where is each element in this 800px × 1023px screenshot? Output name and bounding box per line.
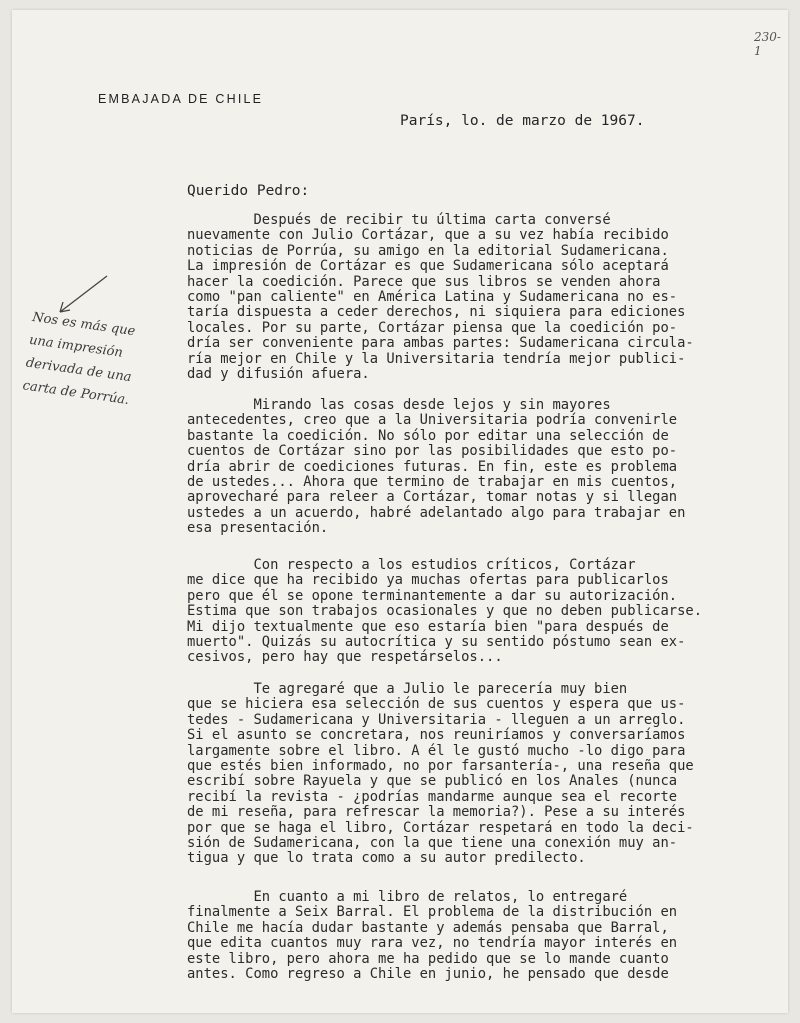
text-line: taría dispuesta a ceder derechos, ni siquiera para ediciones xyxy=(187,304,686,321)
text-line: muerto". Quizás su autocrítica y su sentido póstumo sean ex- xyxy=(187,634,686,651)
margin-note-line: carta de Porrúa. xyxy=(21,378,131,409)
text-line: aprovecharé para releer a Cortázar, tomar notas y si llegan xyxy=(187,489,678,506)
paragraph-2 xyxy=(187,398,787,537)
folio-number: 230-1 xyxy=(754,30,781,58)
text-line: que edita cuantos muy rara vez, no tendría mayor interés en xyxy=(187,935,678,952)
text-line: ustedes a un acuerdo, habré adelantado algo para trabajar en xyxy=(187,504,686,521)
text-line: dría ser conveniente para ambas partes: Sudamericana circula- xyxy=(187,335,694,352)
letter-date: París, lo. de marzo de 1967. xyxy=(400,113,645,129)
text-line: En cuanto a mi libro de relatos, lo entregaré xyxy=(187,889,628,905)
text-line: sión de Sudamericana, con la que tiene una conexión muy an- xyxy=(187,835,678,852)
text-line: ría mejor en Chile y la Universitaria tendría mejor publici- xyxy=(187,350,686,367)
text-line: escribí sobre Rayuela y que se publicó en los Anales (nunca xyxy=(187,773,678,790)
text-line: noticias de Porrúa, su amigo en la editorial Sudamericana. xyxy=(187,242,669,259)
text-line: cesivos, pero hay que respetárselos... xyxy=(187,649,503,666)
text-line: nuevamente con Julio Cortázar, que a su vez había recibido xyxy=(187,227,669,244)
text-line: tigua y que lo trata como a su autor predilecto. xyxy=(187,850,586,867)
margin-note-line: derivada de una xyxy=(24,355,133,386)
text-line: este libro, pero ahora me ha pedido que se lo mande cuanto xyxy=(187,950,669,967)
handwritten-margin-note xyxy=(21,306,140,412)
text-line: Si el asunto se concretara, nos reuniríamos y conversaríamos xyxy=(187,727,686,744)
margin-note-line: Nos es más que xyxy=(31,309,137,340)
text-line: esa presentación. xyxy=(187,520,329,537)
text-line: largamente sobre el libro. A él le gustó mucho -lo digo para xyxy=(187,742,686,759)
text-line: locales. Por su parte, Cortázar piensa que la coedición po- xyxy=(187,319,678,336)
text-line: de ustedes... Ahora que termino de trabajar en mis cuentos, xyxy=(187,474,678,491)
text-line: Chile me hacía dudar bastante y además pensaba que Barral, xyxy=(187,919,669,936)
text-line: que se hiciera esa selección de sus cuentos y espera que us- xyxy=(187,696,686,713)
text-line: me dice que ha recibido ya muchas ofertas para publicarlos xyxy=(187,572,669,589)
text-line: antecedentes, creo que a la Universitaria podría convenirle xyxy=(187,412,678,429)
margin-note-line: una impresión xyxy=(28,332,124,361)
paragraph-5 xyxy=(187,890,787,982)
text-line: bastante la coedición. No sólo por editar una selección de xyxy=(187,427,669,444)
paragraph-1 xyxy=(187,213,787,382)
text-line: por que se haga el libro, Cortázar respetará en todo la deci- xyxy=(187,819,694,836)
salutation: Querido Pedro: xyxy=(187,183,310,199)
text-line: La impresión de Cortázar es que Sudamericana sólo aceptará xyxy=(187,258,669,275)
text-line: cuentos de Cortázar sino por las posibilidades que esto po- xyxy=(187,443,678,460)
text-line: recibí la revista - ¿podrías mandarme aunque sea el recorte xyxy=(187,788,678,805)
text-line: tedes - Sudamericana y Universitaria - lleguen a un arreglo. xyxy=(187,711,686,728)
text-line: dría abrir de coediciones futuras. En fin, este es problema xyxy=(187,458,678,475)
text-line: Mirando las cosas desde lejos y sin mayores xyxy=(187,397,611,413)
text-line: pero que él se opone terminantemente a dar su autorización. xyxy=(187,587,678,604)
paragraph-3 xyxy=(187,558,787,666)
text-line: de mi reseña, para refrescar la memoria?). Pese a su interés xyxy=(187,804,686,821)
letterhead: EMBAJADA DE CHILE xyxy=(98,92,264,106)
text-line: que estés bien informado, no por farsantería-, una reseña que xyxy=(187,758,694,775)
paragraph-4 xyxy=(187,682,787,867)
text-line: Te agregaré que a Julio le parecería muy bien xyxy=(187,681,628,697)
text-line: hacer la coedición. Parece que sus libros se venden ahora xyxy=(187,273,661,290)
text-line: finalmente a Seix Barral. El problema de la distribución en xyxy=(187,904,678,921)
text-line: como "pan caliente" en América Latina y Sudamericana no es- xyxy=(187,289,678,306)
letter-sheet xyxy=(12,10,788,1013)
text-line: antes. Como regreso a Chile en junio, he pensado que desde xyxy=(187,966,669,983)
text-line: Mi dijo textualmente que eso estaría bien "para después de xyxy=(187,618,669,635)
text-line: dad y difusión afuera. xyxy=(187,366,370,383)
text-line: Después de recibir tu última carta conversé xyxy=(187,212,611,228)
text-line: Estima que son trabajos ocasionales y que no deben publicarse. xyxy=(187,603,702,620)
text-line: Con respecto a los estudios críticos, Cortázar xyxy=(187,557,636,573)
